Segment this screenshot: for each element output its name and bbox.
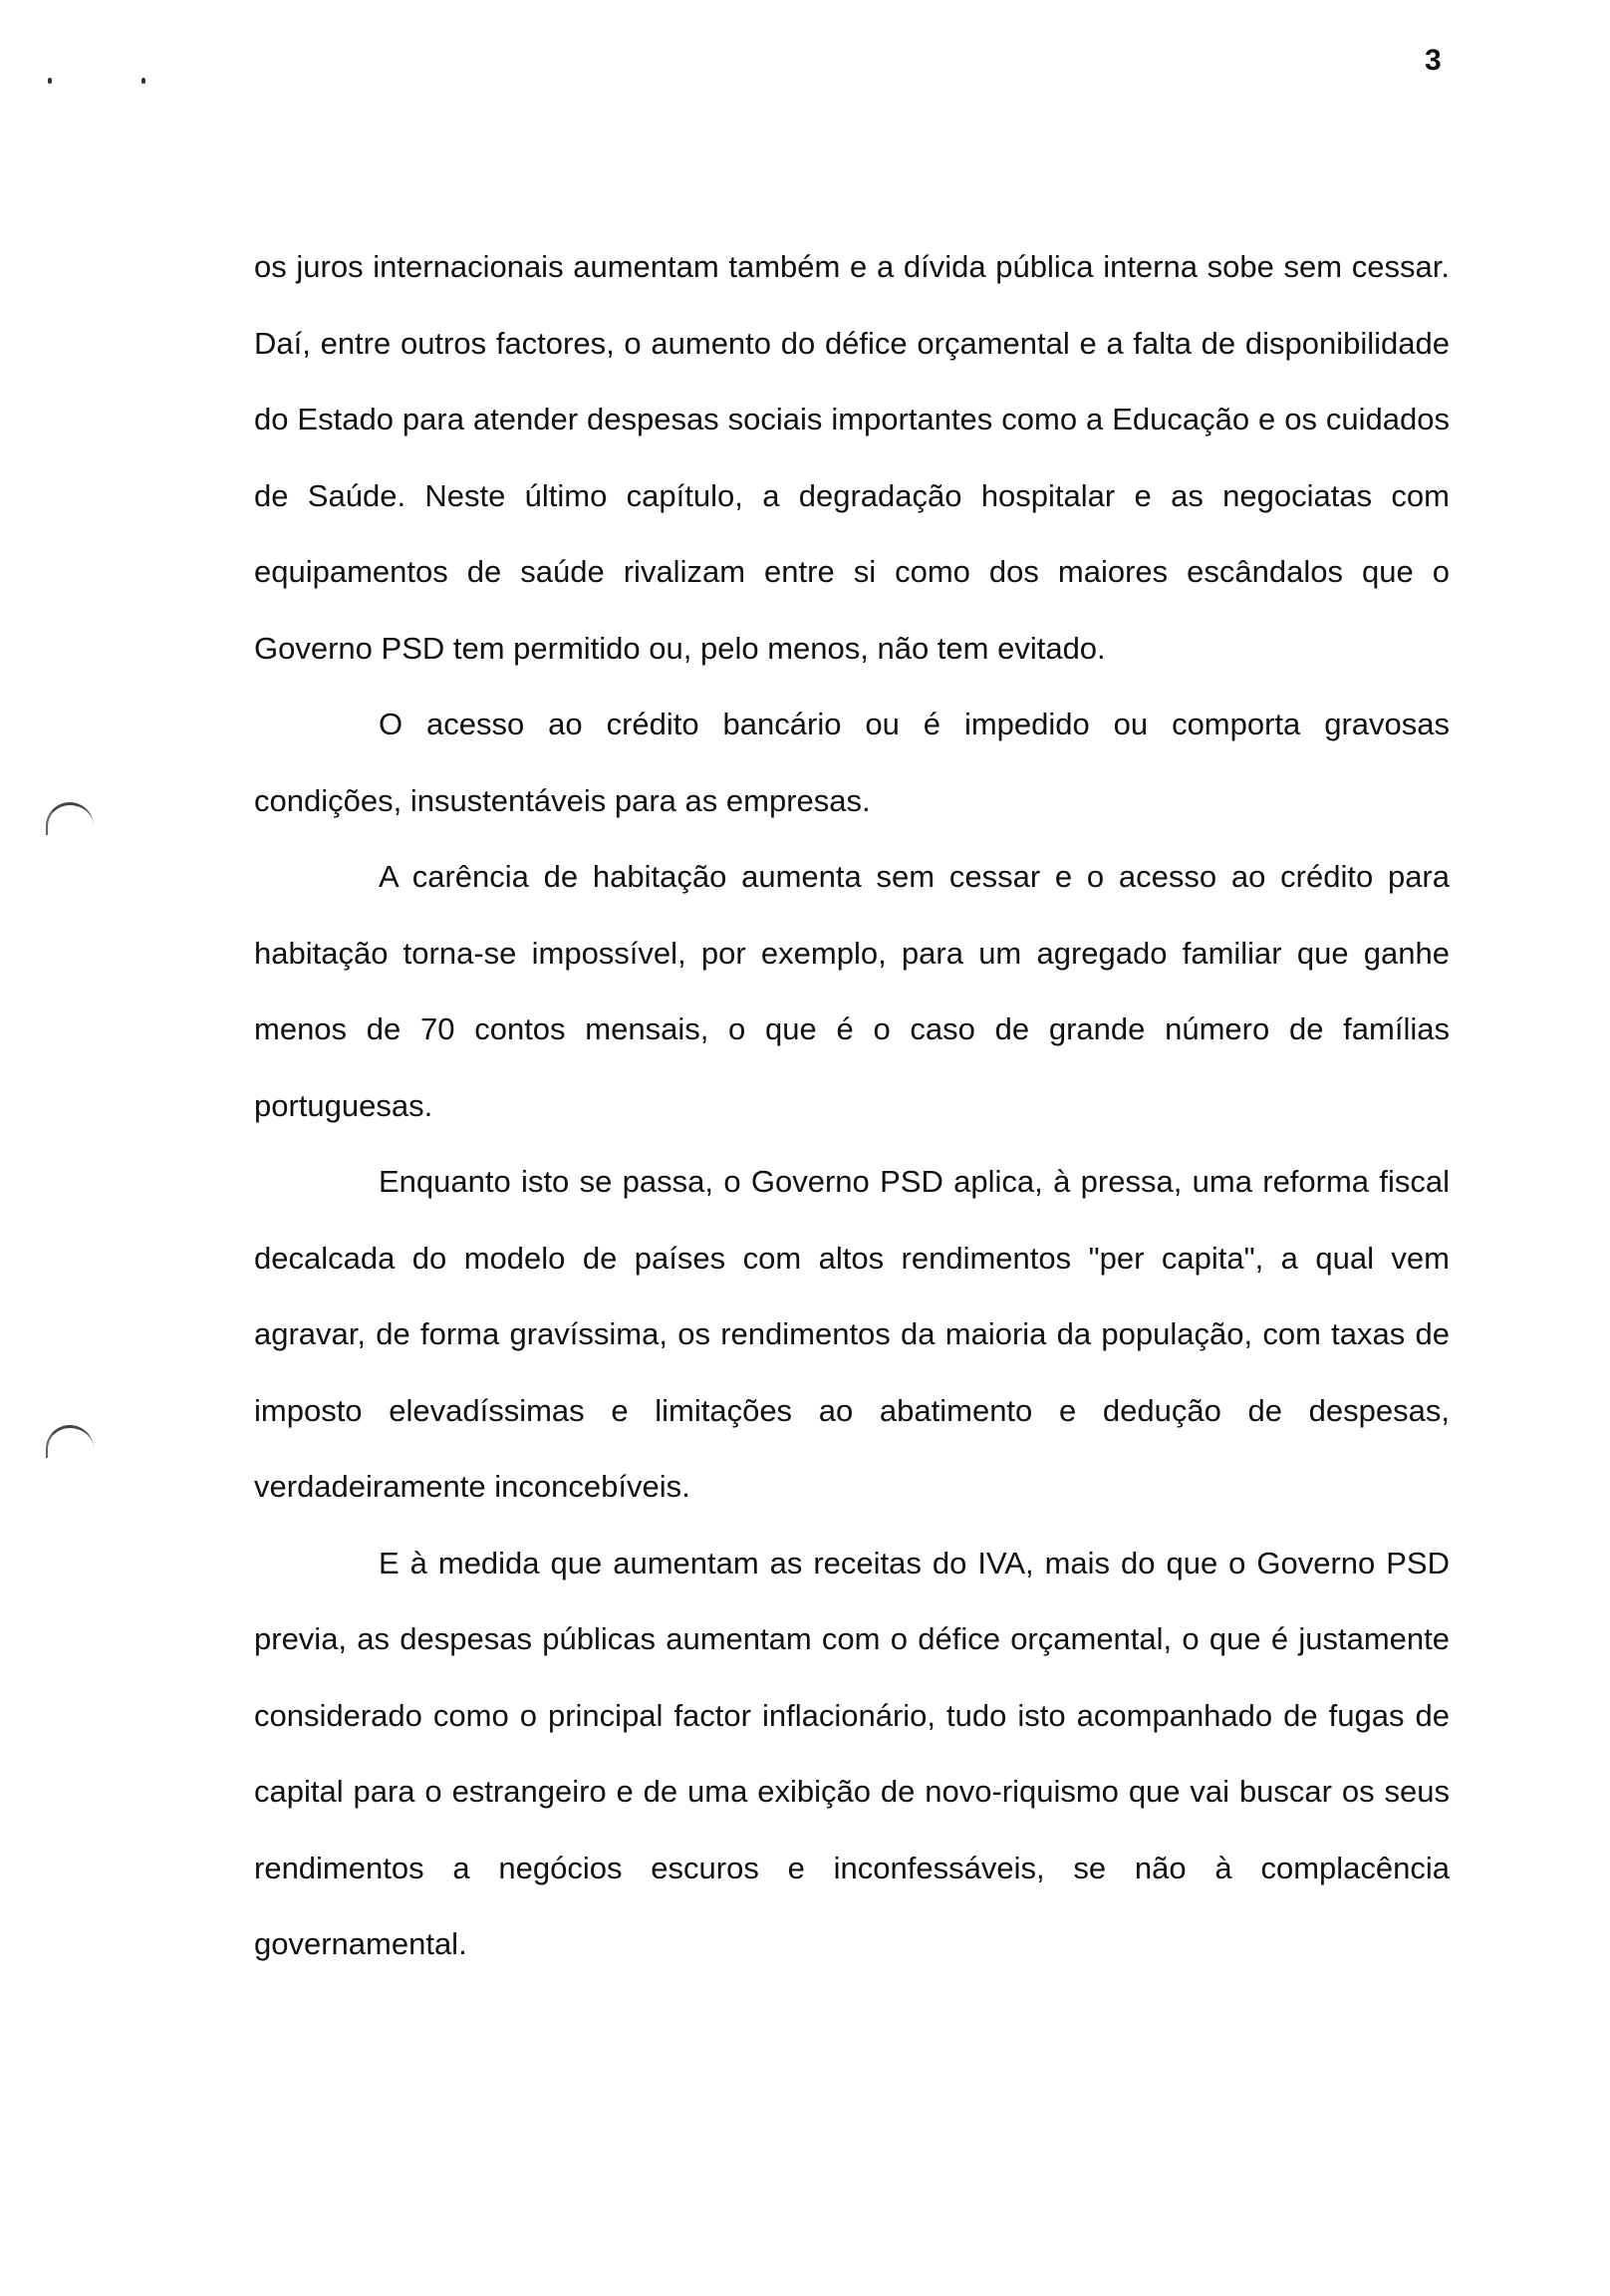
punch-hole-mark xyxy=(46,802,94,835)
paragraph: Enquanto isto se passa, o Governo PSD aplica, à pressa, uma reforma fiscal decalcada do modelo de países com altos rendimentos "per capita", a qual vem agravar, de forma gravíssima, os rendimentos da maioria da população, com taxas de imposto elevadíssimas e limitações ao abatimento e dedução de despesas, verdadeiramente inconcebíveis. xyxy=(254,1164,1450,1504)
paragraph: O acesso ao crédito bancário ou é impedido ou comporta gravosas condições, insustentáveis para as empresas. xyxy=(254,707,1450,818)
page-number: 3 xyxy=(1425,44,1442,77)
punch-hole-mark xyxy=(46,1425,94,1458)
body-text xyxy=(254,229,1450,1983)
scan-mark xyxy=(141,78,145,84)
paragraph: E à medida que aumentam as receitas do IVA, mais do que o Governo PSD previa, as despesas públicas aumentam com o défice orçamental, o que é justamente considerado como o principal factor inflacionário, tudo isto acompanhado de fugas de capital para o estrangeiro e de uma exibição de novo-riquismo que vai buscar os seus rendimentos a negócios escuros e inconfessáveis, se não à complacência governamental. xyxy=(254,1545,1450,1961)
paragraph: A carência de habitação aumenta sem cessar e o acesso ao crédito para habitação torna-se impossível, por exemplo, para um agregado familiar que ganhe menos de 70 contos mensais, o que é o caso de grande número de famílias portuguesas. xyxy=(254,859,1450,1123)
scan-mark xyxy=(48,78,52,84)
paragraph: os juros internacionais aumentam também e a dívida pública interna sobe sem cessar. Daí, entre outros factores, o aumento do défice orçamental e a falta de disponibilidade do Estado para atender despesas sociais importantes como a Educação e os cuidados de Saúde. Neste último capítulo, a degradação hospitalar e as negociatas com equipamentos de saúde rivalizam entre si como dos maiores escândalos que o Governo PSD tem permitido ou, pelo menos, não tem evitado. xyxy=(254,249,1450,666)
